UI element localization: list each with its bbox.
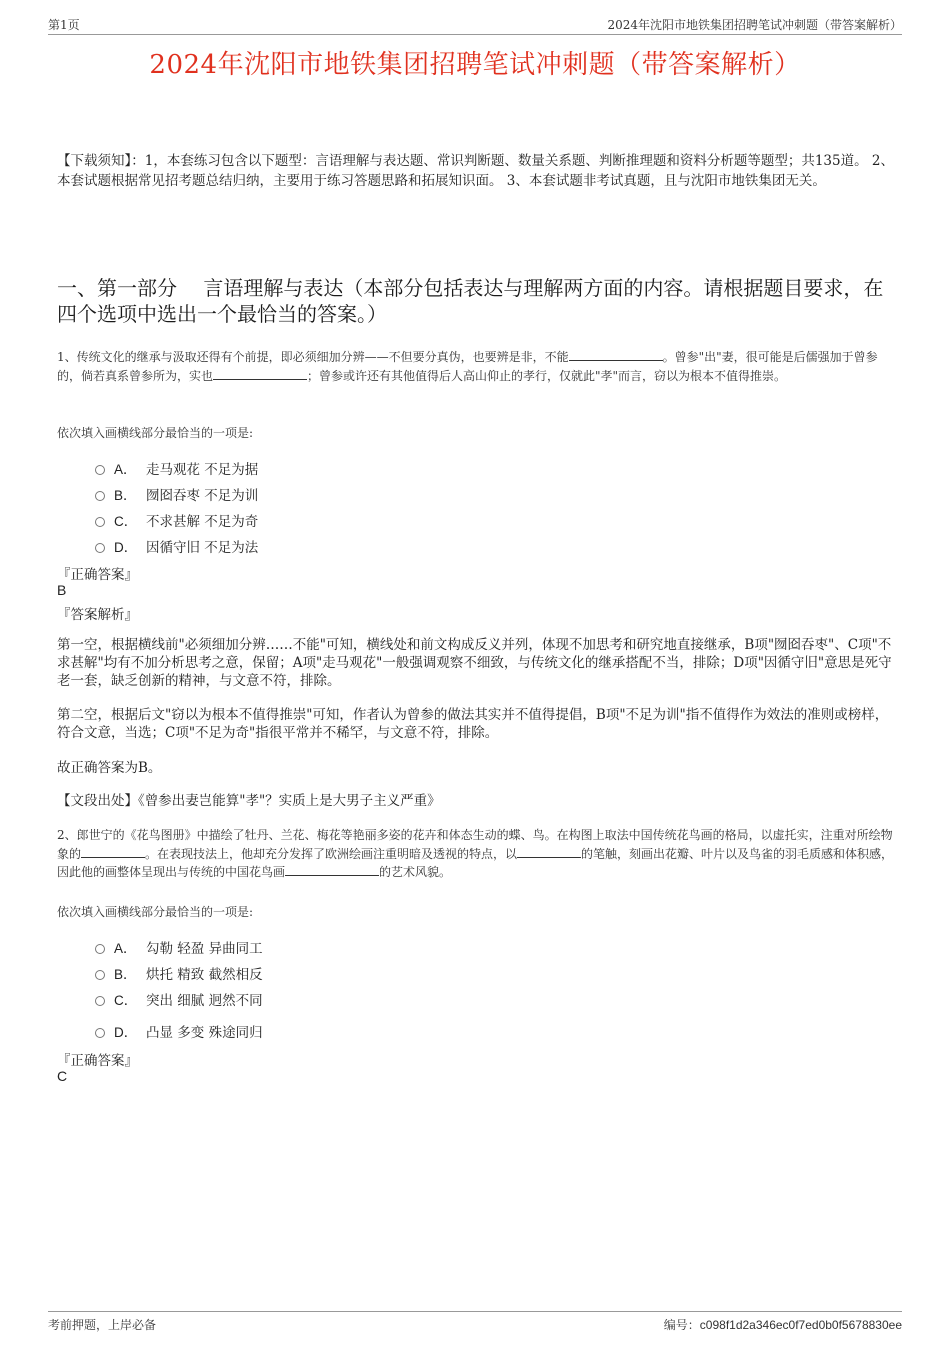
- q1-option-d[interactable]: D． 因循守旧 不足为法: [95, 536, 258, 556]
- q1-option-a[interactable]: A． 走马观花 不足为据: [95, 458, 258, 478]
- q2-prompt: 依次填入画横线部分最恰当的一项是:: [57, 905, 254, 919]
- answer-blank: [213, 367, 307, 380]
- radio-icon[interactable]: [95, 944, 105, 954]
- q1-prompt: 依次填入画横线部分最恰当的一项是:: [57, 426, 254, 440]
- radio-icon[interactable]: [95, 465, 105, 475]
- footer-slogan: 考前押题，上岸必备: [48, 1318, 157, 1332]
- q2-text-part: 的艺术风貌。: [379, 865, 452, 879]
- radio-icon[interactable]: [95, 970, 105, 980]
- q2-option-b[interactable]: B． 烘托 精致 截然相反: [95, 963, 263, 983]
- answer-blank: [285, 863, 379, 876]
- document-title: 2024年沈阳市地铁集团招聘笔试冲刺题（带答案解析）: [149, 50, 801, 80]
- q1-analysis-label: 『答案解析』: [57, 607, 138, 623]
- q1-answer: B: [57, 582, 67, 598]
- document-code: 编号：c098f1d2a346ec0f7ed0b0f5678830ee: [663, 1318, 902, 1332]
- q1-analysis-paragraph: 第一空，根据横线前"必须细加分辨……不能"可知，横线处和前文构成反义并列，体现不加思考和研究地直接继承，B项"囫囵吞枣"、C项"不求甚解"均有不加分析思考之意，保留；A项"走马观花"一般强调观察不细致，与传统文化的继承搭配不当，排除；D项"因循守旧"意思是死守老一套，缺乏创新的精神，与文意不符，排除。: [57, 637, 892, 689]
- radio-icon[interactable]: [95, 491, 105, 501]
- question-1-stem: [57, 348, 899, 385]
- q1-text-part: 1、传统文化的继承与汲取还得有个前提，即必须细加分辨——不但要分真伪，也要辨是非，不能: [57, 350, 569, 364]
- answer-blank: [517, 845, 581, 858]
- section-heading: 一、第一部分 言语理解与表达（本部分包括表达与理解两方面的内容。请根据题目要求，在四个选项中选出一个最恰当的答案。）: [57, 276, 884, 326]
- q1-text-part: 。曾参"出"妻，很可能是后儒强加于曾参的，倘若真系曾参所为，实也: [57, 350, 878, 383]
- question-2-stem: [57, 826, 899, 882]
- q1-source: 【文段出处】《曾参出妻岂能算"孝"？实质上是大男子主义严重》: [57, 793, 441, 809]
- q1-option-b[interactable]: B． 囫囵吞枣 不足为训: [95, 484, 258, 504]
- answer-blank: [81, 845, 145, 858]
- q2-text-part: 2、郎世宁的《花鸟图册》中描绘了牡丹、兰花、梅花等艳丽多姿的花卉和体态生动的蝶、鸟。在构图上取法中国传统花鸟画的格局，以虚托实，注重对所绘物象的: [57, 828, 893, 861]
- q1-answer-label: 『正确答案』: [57, 567, 138, 583]
- page-header: [48, 14, 902, 35]
- q2-answer: C: [57, 1068, 68, 1084]
- radio-icon[interactable]: [95, 1028, 105, 1038]
- download-notice: 【下载须知】：1，本套练习包含以下题型：言语理解与表达题、常识判断题、数量关系题、判断推理题和资料分析题等题型；共135道。 2、本套试题根据常见招考题总结归纳，主要用于练习答题思路和拓展知识面。 3、本套试题非考试真题，且与沈阳市地铁集团无关。: [57, 153, 894, 189]
- q2-answer-label: 『正确答案』: [57, 1053, 138, 1069]
- q2-option-c[interactable]: C． 突出 细腻 迥然不同: [95, 989, 263, 1009]
- radio-icon[interactable]: [95, 996, 105, 1006]
- page-footer: [48, 1311, 902, 1332]
- q1-option-c[interactable]: C． 不求甚解 不足为奇: [95, 510, 258, 530]
- q1-conclusion: 故正确答案为B。: [57, 760, 162, 776]
- radio-icon[interactable]: [95, 543, 105, 553]
- q2-text-part: 的笔触，刻画出花瓣、叶片以及鸟雀的羽毛质感和体积感，因此他的画整体呈现出与传统的中国花鸟画: [57, 846, 894, 879]
- answer-blank: [569, 348, 663, 361]
- radio-icon[interactable]: [95, 517, 105, 527]
- page-number: 第1页: [48, 18, 80, 32]
- q2-option-d[interactable]: D． 凸显 多变 殊途同归: [95, 1021, 263, 1041]
- q2-option-a[interactable]: A． 勾勒 轻盈 异曲同工: [95, 937, 263, 957]
- q2-text-part: 。在表现技法上，他却充分发挥了欧洲绘画注重明暗及透视的特点，以: [145, 846, 518, 861]
- q1-text-part: ；曾参或许还有其他值得后人高山仰止的孝行，仅就此"孝"而言，窃以为根本不值得推崇。: [307, 368, 787, 383]
- q1-analysis-paragraph: 第二空，根据后文"窃以为根本不值得推崇"可知，作者认为曾参的做法其实并不值得提倡，B项"不足为训"指不值得作为效法的准则或榜样，符合文意，当选；C项"不足为奇"指很平常并不稀罕，与文意不符，排除。: [57, 707, 889, 741]
- header-doc-title: 2024年沈阳市地铁集团招聘笔试冲刺题（带答案解析）: [607, 18, 902, 32]
